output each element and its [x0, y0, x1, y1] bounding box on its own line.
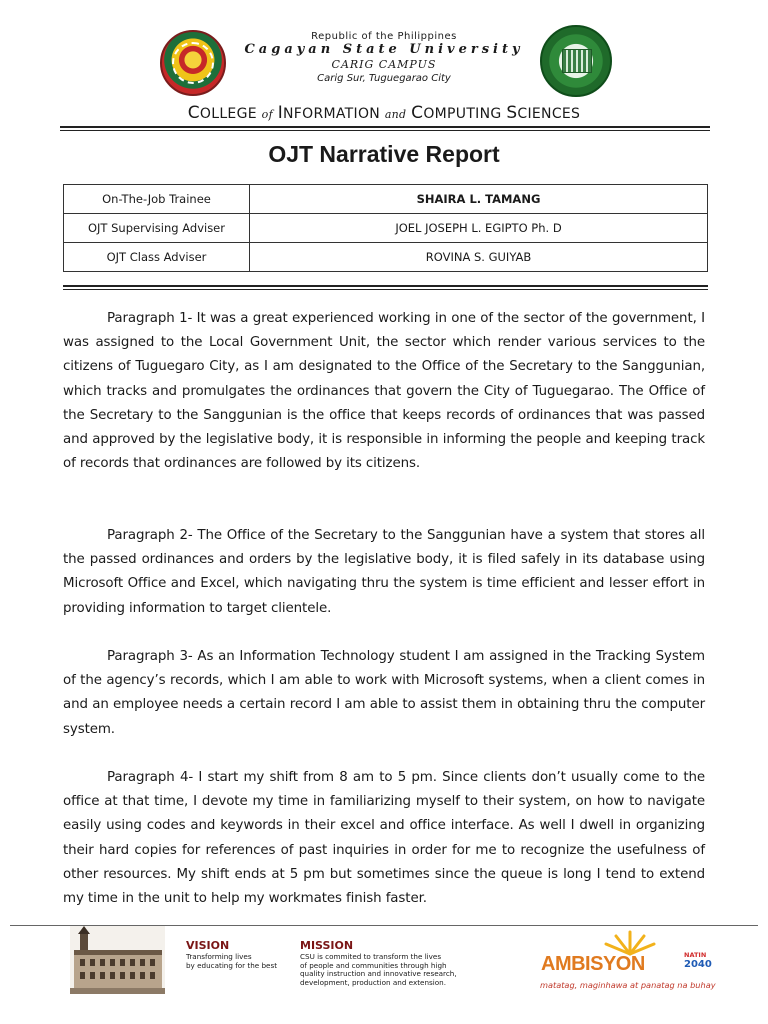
campus-name: CARIG CAMPUS	[331, 58, 437, 71]
vision-title: VISION	[186, 939, 230, 952]
ambisyon-year: 2040	[684, 959, 712, 970]
section-divider	[63, 285, 708, 287]
section-divider-thin	[63, 289, 708, 290]
table-row	[64, 243, 708, 272]
table-row	[64, 185, 708, 214]
paragraph-3: Paragraph 3- As an Information Technology student I am assigned in the Tracking System of the agency’s records, which I am able to work with Microsoft systems, when a client comes in and an employee needs a certain record I am able to assist them in obtaining thru the computer system.	[63, 649, 705, 737]
ambisyon-tagline: matatag, maginhawa at panatag na buhay	[540, 980, 716, 990]
header-divider-thin	[60, 130, 710, 131]
trainee-value: SHAIRA L. TAMANG	[250, 185, 708, 214]
mission-title: MISSION	[300, 939, 354, 952]
building-icon	[70, 926, 165, 994]
page-title: OJT Narrative Report	[268, 141, 500, 167]
university-name: Cagayan State University	[244, 42, 524, 57]
trainee-info-table	[63, 184, 708, 272]
header-divider	[60, 126, 710, 128]
paragraph-1: Paragraph 1- It was a great experienced working in one of the sector of the government, I was assigned to the Local Government Unit, the sector which render various services to the citizens of Tuguegaro City, as I am designated to the Office of the Secretary to the Sanggunian, which tracks and promulgates the ordinances that govern the City of Tuguegarao. The Office of the Secretary to the Sanggunian is the office that keeps records of ordinances that was passed and approved by the legislative body, it is responsible in informing the people and keeping track of records that ordinances are followed by its citizens.	[63, 311, 705, 472]
college-name: COLLEGE of INFORMATION and COMPUTING SCIENCES	[187, 103, 581, 123]
sun-rays-icon	[600, 928, 660, 956]
class-adviser-label: OJT Class Adviser	[64, 243, 250, 272]
class-adviser-value: ROVINA S. GUIYAB	[250, 243, 708, 272]
table-row	[64, 214, 708, 243]
supervising-adviser-value: JOEL JOSEPH L. EGIPTO Ph. D	[250, 214, 708, 243]
ambisyon-natin-text: NATIN	[684, 951, 707, 959]
trainee-label: On-The-Job Trainee	[64, 185, 250, 214]
paragraph-2: Paragraph 2- The Office of the Secretary to the Sanggunian have a system that stores all the passed ordinances and orders by the legislative body, it is filed safely in its database using Microsoft Office and Excel, which navigating thru the system is time efficient and lesser effort in providing information to target clientele.	[63, 528, 705, 616]
vision-text: Transforming lives by educating for the best	[186, 952, 278, 970]
mission-text: CSU is commited to transform the lives of people and communities through high quality instruction and innovative research, development, production and extension.	[300, 952, 457, 987]
campus-address: Carig Sur, Tuguegarao City	[317, 73, 451, 84]
republic-line: Republic of the Philippines	[311, 31, 457, 42]
supervising-adviser-label: OJT Supervising Adviser	[64, 214, 250, 243]
paragraph-4: Paragraph 4- I start my shift from 8 am to 5 pm. Since clients don’t usually come to the office at that time, I devote my time in familiarizing myself to their system, on how to navigate easily using codes and keywords in their excel and office interface. As well I dwell in organizing their hard copies for references of past inquiries in order for me to recognize the usefulness of other resources. My shift ends at 5 pm but sometimes since the queue is long I tend to extend my time in the unit to help my workmates finish faster.	[63, 770, 705, 907]
ambisyon-logo-text: AMBISYON	[541, 953, 645, 975]
